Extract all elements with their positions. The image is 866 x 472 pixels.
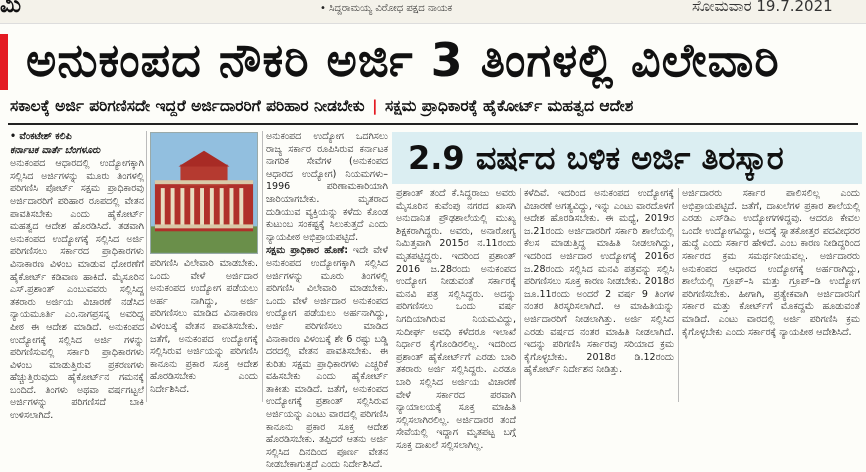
teaser-text: • ಸಿದ್ದರಾಮಯ್ಯ ವಿರೋಧ ಪಕ್ಷದ ನಾಯಕ (320, 3, 453, 14)
column-5-text: ಅರ್ಜಿದಾರರು ಸರ್ಕಾರ ಪಾಲಿಸಲಿಲ್ಲ ಎಂದು ಅಭಿಪ್ರಾಯಪಟ್ಟಿದೆ. ಜತೆಗೆ, ದಾಖಲೆಗಳ ಪ್ರಕಾರ ಶಾಲೆಯಲ್ಲಿ ಎರಡು ಎಸ್‌ಡಿಎ ಉದ್ಯೋಗಗಳಿದ್ದವು. ಆದರೂ ಕೇವಲ ಒಂದೇ ಉದ್ಯೋಗವಿದ್ದು, ಅದಕ್ಕೆ ಸ್ನಾತಕೋತ್ತರ ಪದವೀಧರರ ಹುದ್ದೆ ಎಂದು ಸರ್ಕಾರ ಹೇಳಿದೆ. ಎಂಬ ಕಾರಣ ನೀಡಿದ್ದರಿಂದ ಸರ್ಕಾರದ ಕ್ರಮ ಸಮರ್ಥನೀಯವಲ್ಲ. ಅರ್ಜಿದಾರರು ಅನುಕಂಪದ ಆಧಾರದ ಉದ್ಯೋಗಕ್ಕೆ ಅರ್ಹರಾಗಿದ್ದು, ಶಾಲೆಯಲ್ಲಿ ಗ್ರೂಪ್–ಸಿ ಮತ್ತು ಗ್ರೂಪ್–ಡಿ ಉದ್ಯೋಗ ಪರಿಗಣಿಸಬೇಕು. ಹೀಗಾಗಿ, ಪ್ರತ್ಯೇಕವಾಗಿ ಅರ್ಜಿದಾರನಿಗೆ ಸರ್ಕಾರ ಮತ್ತು ಕೋರ್ಟ್‌ಗೆ ಮೊಕದ್ದಮೆ ಹೂಡುವಂತೆ ಮಾಡಿದೆ. ಎಂಟು ವಾರದಲ್ಲಿ ಅರ್ಜಿ ಪರಿಗಣಿಸಿ ಕ್ರಮ ಕೈಗೊಳ್ಳಬೇಕು ಎಂದು ಸರ್ಕಾರಕ್ಕೆ ನ್ಯಾಯಪೀಠ ಆದೇಶಿಸಿದೆ. (682, 188, 860, 338)
article-column-4 (524, 188, 674, 402)
article-column-1 (10, 131, 144, 422)
column-divider (146, 131, 147, 402)
headline-accent-bar (0, 34, 8, 90)
column-4-text: ಕಳೆದಿವೆ. ಇದರಿಂದ ಅನುಕಂಪದ ಉದ್ಯೋಗಕ್ಕೆ ವಿಚಾರಣೆ ಅಗತ್ಯವಿದ್ದು, ಇನ್ನು ಎಂಟು ವಾರದೊಳಗೆ ಆದೇಶ ಹೊರಡಿಸಬೇಕು. ಈ ಮಧ್ಯೆ, 2019ರ ಜ.21ರಂದು ಅರ್ಜಿದಾರರಿಗೆ ಸರ್ಕಾರಿ ಶಾಲೆಯಲ್ಲಿ ಕೆಲಸ ಮಾಡುತ್ತಿದ್ದ ಮಾಹಿತಿ ನೀಡಲಾಗಿದ್ದು, ಇದರಿಂದ ಅರ್ಜಿದಾರ ಉದ್ಯೋಗಕ್ಕೆ 2016ರ ಜ.28ರಂದು ಸಲ್ಲಿಸಿದ ಮನವಿ ಪತ್ರವನ್ನು ಸಲ್ಲಿಸಿ ಪರಿಗಣಿಸಲು ಸೂಕ್ತ ಕಾರಣ ನೀಡಬೇಕು. 2018ರ ಜೂ.11ರಂದು ಅಂದರೆ 2 ವರ್ಷ 9 ತಿಂಗಳ ನಂತರ ತಿರಸ್ಕರಿಸಲಾಗಿದೆ. ಆ ಮಾಹಿತಿಯನ್ನು ಅರ್ಜಿದಾರರಿಗೆ ನೀಡಲಾಗಿತ್ತು. ಅರ್ಜಿ ಸಲ್ಲಿಸಿದ ಎರಡು ವರ್ಷದ ನಂತರ ಮಾಹಿತಿ ನೀಡಲಾಗಿದೆ. ಇದನ್ನು ಪರಿಗಣಿಸಿ ಸರ್ಕಾರವು ಸರಿಯಾದ ಕ್ರಮ ಕೈಗೊಳ್ಳಬೇಕು. 2018ರ ಡಿ.12ರಂದು ಹೈಕೋರ್ಟ್ ನಿರ್ದೇಶನ ನೀಡಿತ್ತು. (524, 188, 674, 376)
article-column-3 (396, 188, 516, 451)
issue-date: ಸೋಮವಾರ 19.7.2021 (692, 0, 833, 15)
info-box-title: 2.9 ವರ್ಷದ ಬಳಿಕ ಅರ್ಜಿ ತಿರಸ್ಕಾರ (408, 139, 784, 177)
column-2-subhead: ಸಕ್ಷಮ ಪ್ರಾಧಿಕಾರ ಹೊಣೆ: (266, 245, 348, 257)
deck-rule (8, 123, 858, 125)
high-court-building-image (151, 133, 257, 253)
subdeck-separator: | (371, 97, 378, 115)
subdeck-right: ಸಕ್ಷಮ ಪ್ರಾಧಿಕಾರಕ್ಕೆ ಹೈಕೋರ್ಟ್ ಮಹತ್ವದ ಆದೇಶ (385, 97, 634, 115)
byline: • ವೆಂಕಟೇಶ್ ಕಲಿಪಿ (10, 131, 72, 142)
article-column-5 (682, 188, 860, 402)
column-1b-text: ಪರಿಗಣಿಸಿ ವಿಲೇವಾರಿ ಮಾಡಬೇಕು. ಒಂದು ವೇಳೆ ಅರ್ಜಿದಾರ ಅನುಕಂಪದ ಉದ್ಯೋಗ ಪಡೆಯಲು ಅರ್ಹ ನಾಗಿದ್ದು, ಅರ್ಜಿ ಪರಿಗಣಿಸಲು ಮಾಡಿದ ವಿನಾಕಾರಣ ವಿಳಂಬಕ್ಕೆ ವೇತನ ಪಾವತಿಸಬೇಕು. ಜತೆಗೆ, ಅನುಕಂಪದ ಉದ್ಯೋಗಕ್ಕೆ ಸಲ್ಲಿಸಿರುವ ಅರ್ಜಿಯನ್ನು ಪರಿಗಣಿಸಿ ಕಾನೂನು ಪ್ರಕಾರ ಸೂಕ್ತ ಆದೇಶ ಹೊರಡಿಸಬೇಕು ಎಂದು ನಿರ್ದೇಶಿಸಿದೆ. (150, 258, 258, 395)
dateline: ಕರ್ನಾಟಕ ವಾರ್ತೆ ಬೆಂಗಳೂರು (10, 144, 101, 156)
column-2a-text: ಅನುಕಂಪದ ಉದ್ಯೋಗ ಒದಗಿಸಲು ರಾಜ್ಯ ಸರ್ಕಾರ ರೂಪಿಸಿರುವ ಕರ್ನಾಟಕ ನಾಗರಿಕ ಸೇವೆಗಳ (ಅನುಕಂಪದ ಆಧಾರದ ಉದ್ಯೋಗ) ನಿಯಮಗಳು– 1996 ಪರಿಣಾಮಕಾರಿಯಾಗಿ ಜಾರಿಯಾಗಬೇಕು. ಮೃತರಾದ ದುಡಿಯುವ ವ್ಯಕ್ತಿಯನ್ನು ಕಳೆದು ಕೊಂಡ ಕುಟುಂಬ ಸಂಕಷ್ಟಕ್ಕೆ ಸಿಲುಕುತ್ತದೆ ಎಂದು ನ್ಯಾಯಪೀಠ ಅಭಿಪ್ರಾಯಪಟ್ಟಿದೆ. (266, 131, 388, 243)
column-3-text: ಪ್ರಶಾಂತ್ ತಂದೆ ಕೆ.ಸಿದ್ದರಾಜು ಅವರು ಮೈಸೂರಿನ ಕುವೆಂಪು ನಗರದ ಖಾಸಗಿ ಅನುದಾನಿತ ಪ್ರೌಢಶಾಲೆಯಲ್ಲಿ ಮುಖ್ಯ ಶಿಕ್ಷಕರಾಗಿದ್ದರು. ಅವರು, ಅನಾರೋಗ್ಯ ನಿಮಿತ್ತವಾಗಿ 2015ರ ನ.11ರಂದು ಮೃತಪಟ್ಟಿದ್ದರು. ಇದರಿಂದ ಪ್ರಶಾಂತ್ 2016 ಜ.28ರಂದು ಅನುಕಂಪದ ಉದ್ಯೋಗ ನೀಡುವಂತೆ ಸರ್ಕಾರಕ್ಕೆ ಮನವಿ ಪತ್ರ ಸಲ್ಲಿಸಿದ್ದರು. ಅದನ್ನು ಪರಿಗಣಿಸಲು ಒಂದು ವರ್ಷ ನಿಗದಿಯಾಗಿರುವ ನಿಯಮವಿದ್ದು, ಸುದೀರ್ಘ ಅವಧಿ ಕಳೆದರೂ ಇಲಾಖೆ ನಿರ್ಧಾರ ಕೈಗೊಂಡಿರಲಿಲ್ಲ. ಇದರಿಂದ ಪ್ರಶಾಂತ್ ಹೈಕೋರ್ಟ್‌ಗೆ ಎರಡು ಬಾರಿ ತಕರಾರು ಅರ್ಜಿ ಸಲ್ಲಿಸಿದ್ದರು. ಎರಡೂ ಬಾರಿ ಸಲ್ಲಿಸಿದ ಅರ್ಜಿಯ ವಿಚಾರಣೆ ವೇಳೆ ಸರ್ಕಾರದ ಪರವಾಗಿ ನ್ಯಾಯಾಲಯಕ್ಕೆ ಸೂಕ್ತ ಮಾಹಿತಿ ಸಲ್ಲಿಸಲಾಗಿರಲಿಲ್ಲ. ಅರ್ಜಿದಾರರ ತಂದೆ ಸೇವೆಯಲ್ಲಿ ಇದ್ದಾಗ ಮೃತಪಟ್ಟ ಬಗ್ಗೆ ಸೂಕ್ತ ದಾಖಲೆ ಸಲ್ಲಿಸಲಾಗಿಲ್ಲ. (396, 188, 516, 451)
subdeck-left: ಸಕಾಲಕ್ಕೆ ಅರ್ಜಿ ಪರಿಗಣಿಸದೇ ಇದ್ದರೆ ಅರ್ಜಿದಾರರಿಗೆ ಪರಿಹಾರ ನೀಡಬೇಕು (10, 97, 365, 115)
high-court-photo (150, 132, 258, 254)
article-column-2 (266, 131, 388, 471)
masthead-strip (0, 0, 866, 24)
headline: ಅನುಕಂಪದ ನೌಕರಿ ಅರ್ಜಿ 3 ತಿಂಗಳಲ್ಲಿ ವಿಲೇವಾರಿ (26, 33, 780, 87)
newspaper-logo: ಮಿ (0, 0, 21, 18)
article-column-1b (150, 258, 258, 402)
column-2b-text: ಇದೇ ವೇಳೆ ಅನುಕಂಪದ ಉದ್ಯೋಗಕ್ಕಾಗಿ ಸಲ್ಲಿಸಿದ ಅರ್ಜಿಗಳನ್ನು ಮೂರು ತಿಂಗಳಲ್ಲಿ ಪರಿಗಣಿಸಿ ವಿಲೇವಾರಿ ಮಾಡಬೇಕು. ಒಂದು ವೇಳೆ ಅರ್ಜಿದಾರ ಅನುಕಂಪದ ಉದ್ಯೋಗ ಪಡೆಯಲು ಅರ್ಹನಾಗಿದ್ದು, ಅರ್ಜಿ ಪರಿಗಣಿಸಲು ಮಾಡಿದ ವಿನಾಕಾರಣ ವಿಳಂಬಕ್ಕೆ ಶೇ 6 ರಷ್ಟು ಬಡ್ಡಿ ದರದಲ್ಲಿ ವೇತನ ಪಾವತಿಸಬೇಕು. ಈ ಕುರಿತು ಸಕ್ಷಮ ಪ್ರಾಧಿಕಾರಗಳು ಎಚ್ಚರಿಕೆ ವಹಿಸಬೇಕು ಎಂದು ಹೈಕೋರ್ಟ್ ತಾಕೀತು ಮಾಡಿದೆ. ಜತೆಗೆ, ಅನುಕಂಪದ ಉದ್ಯೋಗಕ್ಕೆ ಪ್ರಶಾಂತ್ ಸಲ್ಲಿಸಿರುವ ಅರ್ಜಿಯನ್ನು ಎಂಟು ವಾರದಲ್ಲಿ ಪರಿಗಣಿಸಿ ಕಾನೂನು ಪ್ರಕಾರ ಸೂಕ್ತ ಆದೇಶ ಹೊರಡಿಸಬೇಕು. ತಪ್ಪಿದರೆ ಆತನು ಅರ್ಜಿ ಸಲ್ಲಿಸಿದ ದಿನದಿಂದ ಪೂರ್ಣ ವೇತನ ನೀಡಬೇಕಾಗುತ್ತದೆ ಎಂದು ನಿರ್ದೇಶಿಸಿದೆ. (266, 245, 388, 471)
column-1-text: ಅನುಕಂಪದ ಆಧಾರದಲ್ಲಿ ಉದ್ಯೋಗಕ್ಕಾಗಿ ಸಲ್ಲಿಸಿದ ಅರ್ಜಿಗಳನ್ನು ಮೂರು ತಿಂಗಳಲ್ಲಿ ಪರಿಗಣಿಸಿ ಪೋರ್ಟ್ ಸಕ್ಷಮ ಪ್ರಾಧಿಕಾರವು ಅರ್ಜಿದಾರರಿಗೆ ಪರಿಹಾರ ರೂಪದಲ್ಲಿ ವೇತನ ಪಾವತಿಸಬೇಕು ಎಂದು ಹೈಕೋರ್ಟ್ ಮಹತ್ವದ ಆದೇಶ ಹೊರಡಿಸಿದೆ. ತಡವಾಗಿ ಅನುಕಂಪದ ಉದ್ಯೋಗಕ್ಕೆ ಸಲ್ಲಿಸಿದ ಅರ್ಜಿ ಪರಿಗಣಿಸಲು ಸರ್ಕಾರದ ಪ್ರಾಧಿಕಾರಗಳು ವಿನಾಕಾರಣ ವಿಳಂಬ ಮಾಡುವ ಧೋರಣೆಗೆ ಹೈಕೋರ್ಟ್ ಕಡಿವಾಣ ಹಾಕಿದೆ. ಮೈಸೂರಿನ ಎಸ್.ಪ್ರಶಾಂತ್ ಎಂಬುವವರು ಸಲ್ಲಿಸಿದ್ದ ತಕರಾರು ಅರ್ಜಿಯ ವಿಚಾರಣೆ ನಡೆಸಿದ ನ್ಯಾಯಮೂರ್ತಿ ಎಂ.ನಾಗಪ್ರಸನ್ನ ಅವರಿದ್ದ ಪೀಠ ಈ ಆದೇಶ ಮಾಡಿದೆ. ಅನುಕಂಪದ ಉದ್ಯೋಗಕ್ಕೆ ಸಲ್ಲಿಸಿದ ಅರ್ಜಿ ಗಳನ್ನು ಪರಿಗಣಿಸುವಲ್ಲಿ ಸರ್ಕಾರಿ ಪ್ರಾಧಿಕಾರಗಳು ವಿಳಂಬ ಮಾಡುತ್ತಿರುವ ಪ್ರಕರಣಗಳು ಹೆಚ್ಚುತ್ತಿರುವುದು ಹೈಕೋರ್ಟ್‌ನ ಗಮನಕ್ಕೆ ಬಂದಿದೆ. ತಿಂಗಳು ಅಥವಾ ವರ್ಷಗಟ್ಟಲೆ ಅರ್ಜಿಗಳನ್ನು ಪರಿಗಣಿಸದೆ ಬಾಕಿ ಉಳಿಸಲಾಗಿದೆ. (10, 158, 144, 422)
column-divider (262, 131, 263, 402)
column-divider (520, 188, 521, 402)
column-divider (678, 188, 679, 402)
subdeck (10, 94, 860, 118)
column-2-body (266, 245, 388, 472)
